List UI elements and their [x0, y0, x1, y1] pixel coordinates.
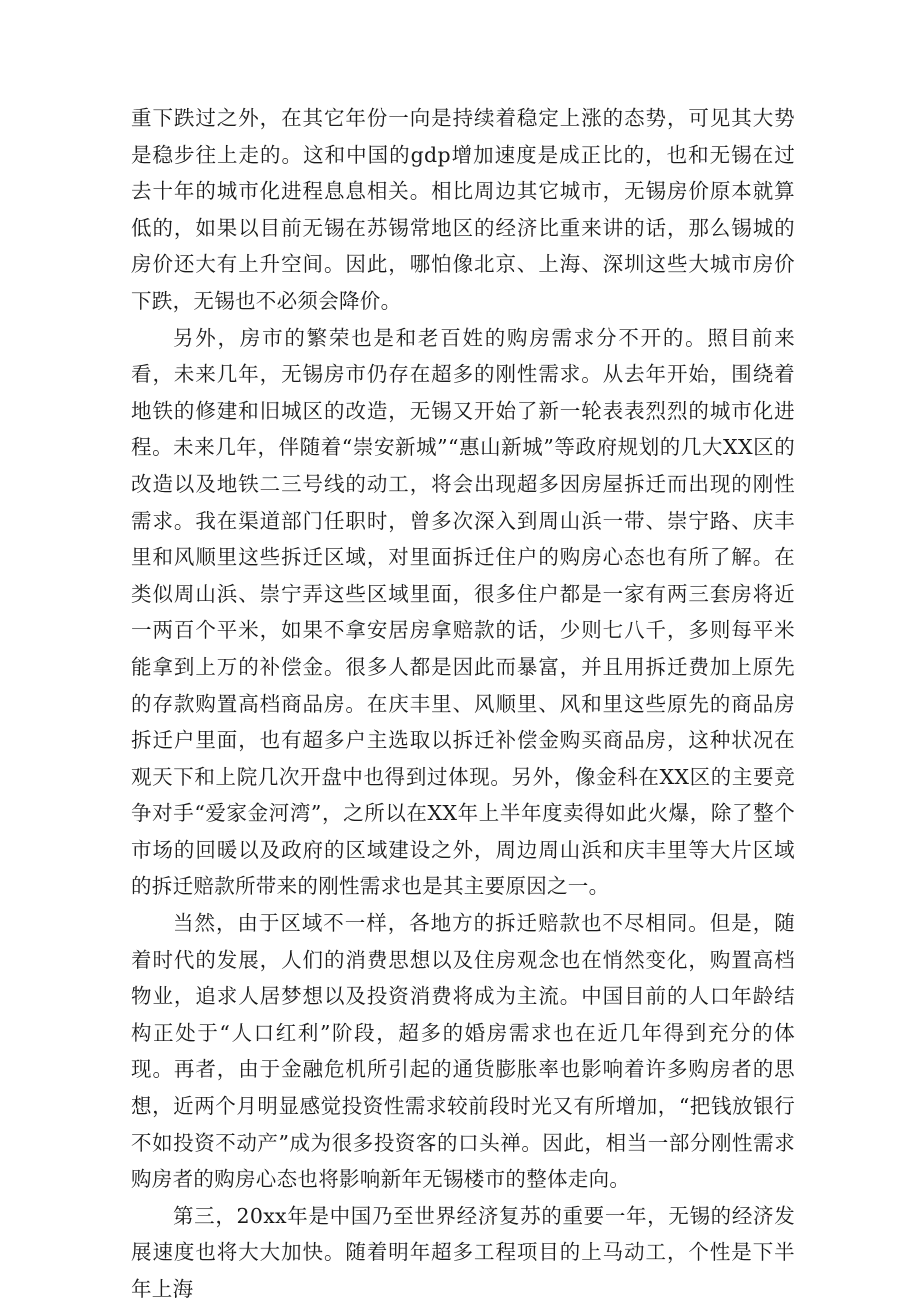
paragraph-housing-price-trend: 重下跌过之外，在其它年份一向是持续着稳定上涨的态势，可见其大势是稳步往上走的。这和中国的gdp增加速度是成正比的，也和无锡在过去十年的城市化进程息息相关。相比周边其它城市，无锡房价原本就算低的，如果以目前无锡在苏锡常地区的经济比重来讲的话，那么锡城的房价还大有上升空间。因此，哪怕像北京、上海、深圳这些大城市房价下跌，无锡也不必须会降价。	[131, 106, 795, 313]
paragraph-consumption-change: 当然，由于区域不一样，各地方的拆迁赔款也不尽相同。但是，随着时代的发展，人们的消费思想以及住房观念也在悄然变化，购置高档物业，追求人居梦想以及投资消费将成为主流。中国目前的人口年龄结构正处于“人口红利”阶段，超多的婚房需求也在近几年得到充分的体现。再者，由于金融危机所引起的通货膨胀率也影响着许多购房者的思想，近两个月明显感觉投资性需求较前段时光又有所增加，“把钱放银行不如投资不动产”成为很多投资客的口头禅。因此，相当一部分刚性需求购房者的购房心态也将影响新年无锡楼市的整体走向。	[131, 911, 795, 1192]
document-body	[131, 100, 795, 1308]
paragraph-economic-recovery: 第三，20xx年是中国乃至世界经济复苏的重要一年，无锡的经济发展速度也将大大加快。随着明年超多工程项目的上马动工，个性是下半年上海	[131, 1203, 795, 1301]
paragraph-rigid-demand: 另外，房市的繁荣也是和老百姓的购房需求分不开的。照目前来看，未来几年，无锡房市仍存在超多的刚性需求。从去年开始，围绕着地铁的修建和旧城区的改造，无锡又开始了新一轮表表烈烈的城市化进程。未来几年，伴随着“崇安新城”“惠山新城”等政府规划的几大XX区的改造以及地铁二三号线的动工，将会出现超多因房屋拆迁而出现的刚性需求。我在渠道部门任职时，曾多次深入到周山浜一带、崇宁路、庆丰里和风顺里这些拆迁区域，对里面拆迁住户的购房心态也有所了解。在类似周山浜、崇宁弄这些区域里面，很多住户都是一家有两三套房将近一两百个平米，如果不拿安居房拿赔款的话，少则七八千，多则每平米能拿到上万的补偿金。很多人都是因此而暴富，并且用拆迁费加上原先的存款购置高档商品房。在庆丰里、风顺里、风和里这些原先的商品房拆迁户里面，也有超多户主选取以拆迁补偿金购买商品房，这种状况在观天下和上院几次开盘中也得到过体现。另外，像金科在XX区的主要竞争对手“爱家金河湾”，之所以在XX年上半年度卖得如此火爆，除了整个市场的回暖以及政府的区域建设之外，周边周山浜和庆丰里等大片区域的拆迁赔款所带来的刚性需求也是其主要原因之一。	[131, 325, 795, 899]
